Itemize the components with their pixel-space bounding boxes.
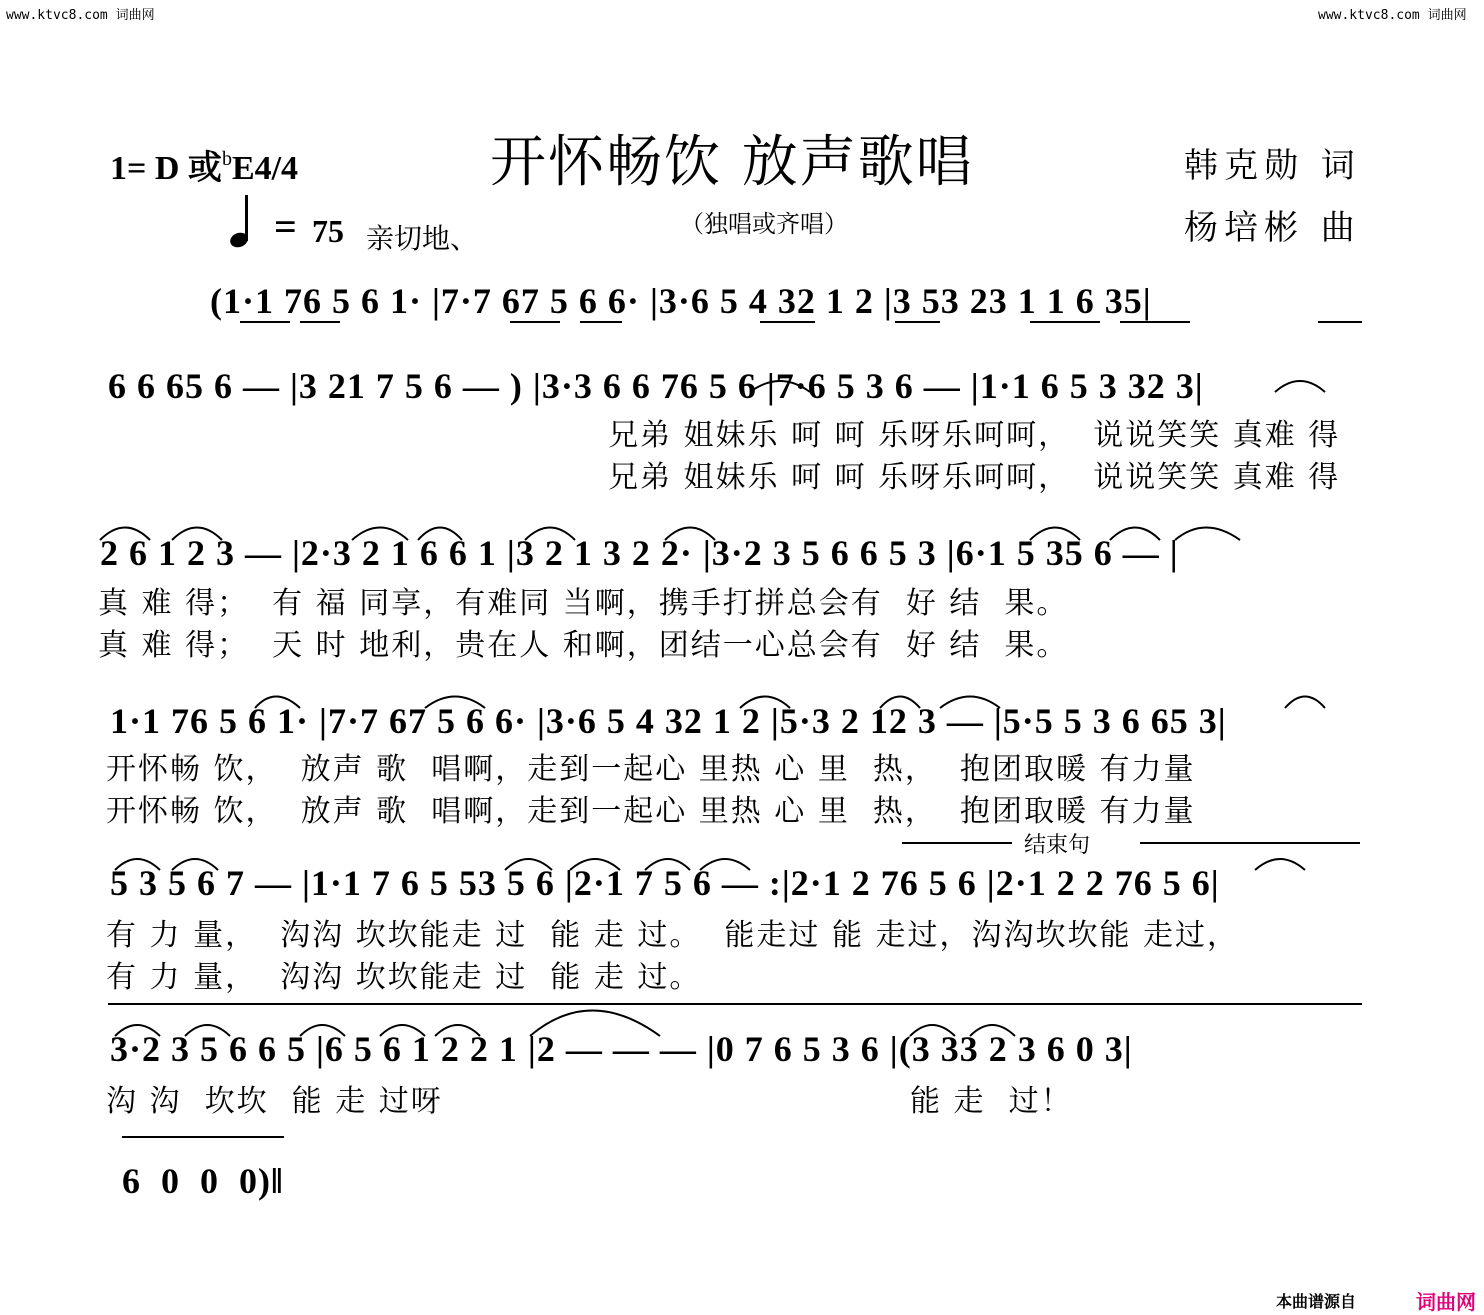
lyric-line-5-verse-1: 有 力 量， 沟沟 坎坎能走 过 能 走 过。 能走过 能 走过，沟沟坎坎能 走过， [106,918,1240,953]
tempo-expression: 亲切地、 [366,222,479,255]
footer-source-text: 本曲谱源自 [1276,1292,1357,1311]
watermark-right: www.ktvc8.com 词曲网 [1318,8,1467,23]
lyric-line-3-verse-2: 真 难 得； 天 时 地利，贵在人 和啊，团结一心总会有 好 结 果。 [98,628,1069,663]
footer-logo[interactable]: 词曲网 [1416,1290,1476,1314]
lyric-line-4-verse-2: 开怀畅 饮， 放声 歌 唱啊，走到一起心 里热 心 里 热， 抱团取暖 有力量 [106,794,1196,829]
flat-sign: b [221,147,232,170]
tempo-marking: = 75 亲切地、 [228,195,238,257]
score-line-6: 3·2 3 5 6 6 5 |6 5 6 1 2 2 1 |2 — — — |0 7 6 5 3 6 |(3 33 2 3 6 0 3| [110,1029,1133,1069]
lyric-line-2-verse-1: 兄弟 姐妹乐 呵 呵 乐呀乐呵呵， 说说笑笑 真难 得 [608,418,1341,453]
lyric-line-4-verse-1: 开怀畅 饮， 放声 歌 唱啊，走到一起心 里热 心 里 热， 抱团取暖 有力量 [106,752,1196,787]
key-signature: 1= D 或$^b$E4/4 [110,147,299,187]
song-subtitle: （独唱或齐唱） [680,210,848,238]
lyric-line-6-part-2: 能 走 过！ [910,1084,1073,1119]
watermark-left: www.ktvc8.com 词曲网 [6,8,155,23]
lyric-line-3-verse-1: 真 难 得； 有 福 同享，有难同 当啊，携手打拼总会有 好 结 果。 [98,586,1069,621]
lyric-line-5-verse-2: 有 力 量， 沟沟 坎坎能走 过 能 走 过。 [106,960,702,995]
composer-credit: 杨培彬 曲 [1184,208,1361,248]
score-line-2: 6 6 65 6 — |3 21 7 5 6 — ) |3·3 6 6 76 5 6 |7·6 5 3 6 — |1·1 6 5 3 32 3| [108,366,1204,406]
lyric-line-6-part-1: 沟 沟 坎坎 能 走 过呀 [106,1084,443,1119]
song-title: 开怀畅饮 放声歌唱 [490,130,974,195]
score-line-4: 1·1 76 5 6 1· |7·7 67 5 6 6· |3·6 5 4 32 1 2 |5·3 2 12 3 — |5·5 5 3 6 65 3| [110,701,1227,741]
tempo-bpm: 75 [312,213,344,249]
score-line-5: 5 3 5 6 7 — |1·1 7 6 5 53 5 6 |2·1 7 5 6 — :|2·1 2 76 5 6 |2·1 2 2 76 5 6| [110,863,1220,903]
lyricist-credit: 韩克勋 词 [1184,146,1361,186]
score-line-7: 6 0 0 0)‖ [122,1161,284,1201]
lyric-line-2-verse-2: 兄弟 姐妹乐 呵 呵 乐呀乐呵呵， 说说笑笑 真难 得 [608,460,1341,495]
score-line-1: (1·1 76 5 6 1· |7·7 67 5 6 6· |3·6 5 4 32 1 2 |3 53 23 1 1 6 35| [210,281,1152,321]
ending-label: 结束句 [1024,833,1091,858]
score-line-3: 2 6 1 2 3 — |2·3 2 1 6 6 1 |3 2 1 3 2 2· |3·2 3 5 6 6 5 3 |6·1 5 35 6 — | [100,533,1179,573]
